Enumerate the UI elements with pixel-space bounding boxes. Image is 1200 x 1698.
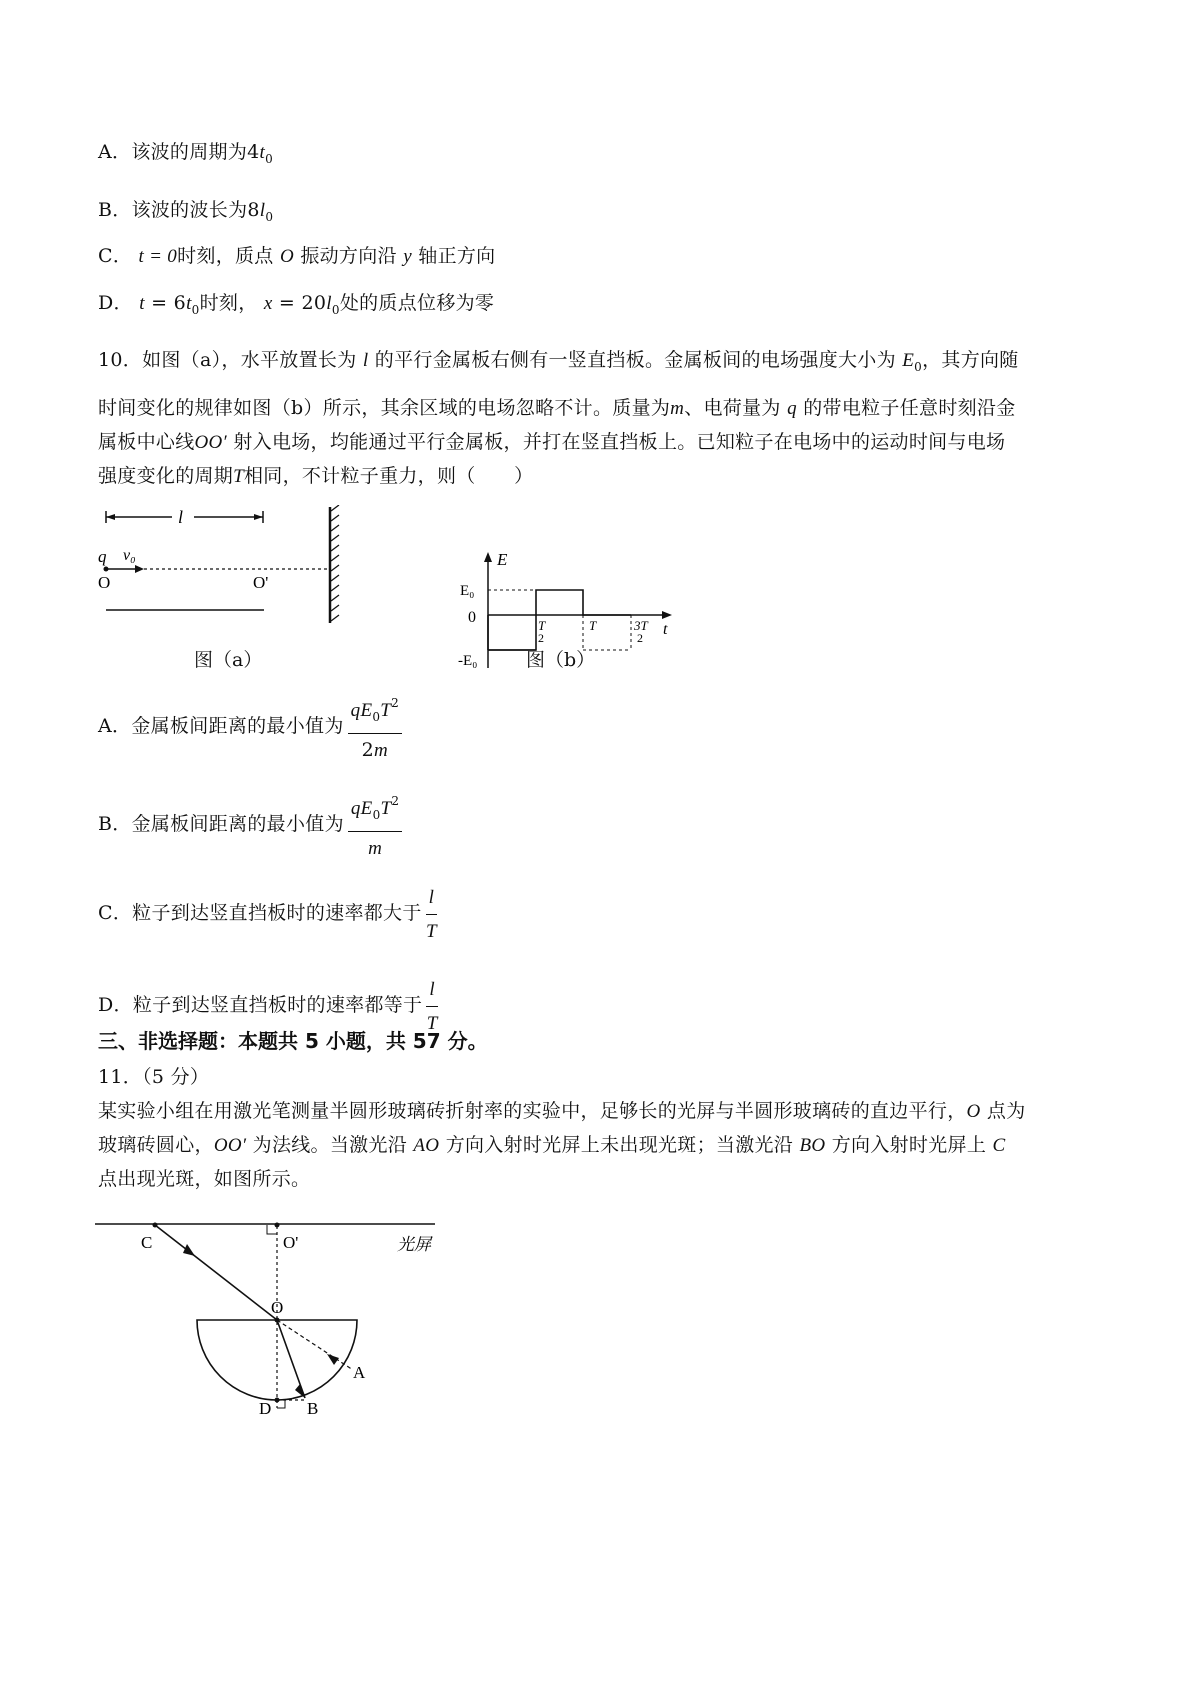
baffle-hatching [331, 505, 339, 621]
fraction-qe0t2-over-2m: $\frac{qE_0T^2}{2m}$ [348, 690, 402, 764]
q10-stem-line1 [98, 346, 1019, 381]
math-e0: $E_0$ [902, 350, 923, 374]
option-text: 振动方向沿 [300, 245, 397, 267]
option-text: 该波的波长为 [131, 199, 248, 221]
var-c: C [992, 1135, 1006, 1156]
label-l: l [178, 507, 184, 527]
option-label: A． [98, 141, 132, 163]
tick-zero: 0 [468, 609, 476, 626]
label-c: C [141, 1233, 153, 1252]
math-4t0: $4t_0$ [247, 141, 274, 166]
stem-text: 点为 [986, 1100, 1026, 1122]
label-o-prime: O' [253, 573, 269, 592]
axis-label-t: t [663, 621, 668, 638]
stem-text: 时间变化的规律如图（b）所示，其余区域的电场忽略不计。质量为 [98, 397, 671, 419]
option-text: 粒子到达竖直挡板时的速率都大于 [132, 902, 422, 924]
label-v0: v₀ [123, 547, 136, 564]
stem-text: ，其方向随 [922, 349, 1019, 371]
var-t: T [233, 466, 244, 487]
stem-text: 10．如图（a），水平放置长为 [98, 349, 357, 371]
label-q: q [98, 547, 107, 566]
stem-text: 相同，不计粒子重力，则（ ） [243, 465, 534, 487]
square-wave [488, 590, 631, 650]
tick-e0: E₀ [460, 583, 475, 599]
q11-stem-line1 [98, 1097, 1026, 1126]
var-q: q [787, 398, 797, 419]
tick-half-t-den: 2 [538, 631, 544, 645]
figure-a-caption: 图（a） [194, 649, 263, 671]
q9-option-d [98, 289, 494, 324]
var-l: l [362, 350, 369, 371]
section-heading: 三、非选择题：本题共 5 小题，共 57 分。 [98, 1029, 488, 1053]
q11-stem-line2 [98, 1131, 1005, 1160]
option-label: C． [98, 245, 133, 267]
q9-option-c [98, 242, 495, 271]
label-b: B [307, 1399, 319, 1418]
stem-text: 为法线。当激光沿 [252, 1134, 408, 1156]
option-label: B． [98, 199, 132, 221]
math-8l0: $8l_0$ [247, 199, 274, 224]
option-label: D． [98, 994, 133, 1016]
figure-a [98, 505, 388, 630]
option-label: C． [98, 902, 133, 924]
q11-header: 11．（5 分） [98, 1066, 210, 1088]
stem-text: 属板中心线 [98, 431, 195, 453]
label-o-prime: O' [283, 1233, 299, 1252]
label-a: A [353, 1363, 366, 1382]
option-text: 该波的周期为 [131, 141, 248, 163]
q10-option-c [98, 883, 441, 945]
figure-q11 [95, 1218, 435, 1423]
var-o: O [279, 246, 294, 267]
math-t-eq-0: t = 0 [138, 246, 178, 267]
stem-text: 方向入射时光屏上 [831, 1134, 987, 1156]
q11-stem-line3: 点出现光斑，如图所示。 [98, 1168, 311, 1190]
fraction-qe0t2-over-m: $\frac{qE_0T^2}{m}$ [348, 788, 402, 862]
fraction-l-over-t: $\frac{l}{T}$ [426, 884, 438, 945]
option-text: 粒子到达竖直挡板时的速率都等于 [132, 994, 423, 1016]
var-oo: OO′ [213, 1135, 247, 1156]
q10-option-b [98, 788, 406, 862]
option-text: 金属板间距离的最小值为 [131, 715, 344, 737]
tick-half-t: T [538, 618, 546, 633]
q9-option-a [98, 138, 273, 173]
option-text: 轴正方向 [418, 245, 496, 267]
option-text: 时刻， [199, 292, 258, 314]
option-label: A． [98, 715, 132, 737]
tick-neg-e0: -E₀ [458, 653, 478, 669]
stem-text: 玻璃砖圆心， [98, 1134, 214, 1156]
label-d: D [259, 1399, 272, 1418]
label-screen: 光屏 [397, 1235, 431, 1254]
var-o: O [966, 1101, 981, 1122]
var-y: y [403, 246, 412, 267]
tick-three-half-t: 3T [634, 618, 648, 633]
stem-text: 的带电粒子任意时刻沿金 [803, 397, 1016, 419]
fraction-l-over-t: $\frac{l}{T}$ [426, 976, 438, 1037]
var-m: m [670, 398, 685, 419]
stem-text: 的平行金属板右侧有一竖直挡板。金属板间的电场强度大小为 [374, 349, 896, 371]
option-text: 时刻，质点 [177, 245, 274, 267]
q10-stem-line4 [98, 462, 534, 491]
label-o: O [271, 1298, 284, 1317]
option-label: D． [98, 292, 133, 314]
stem-text: 强度变化的周期 [98, 465, 234, 487]
axis-label-e: E [497, 550, 508, 569]
stem-text: 某实验小组在用激光笔测量半圆形玻璃砖折射率的实验中，足够长的光屏与半圆形玻璃砖的直边平行， [98, 1100, 967, 1122]
stem-text: 、电荷量为 [684, 397, 781, 419]
var-ao: AO [413, 1135, 440, 1156]
tick-t: T [589, 618, 597, 633]
q10-option-a [98, 690, 406, 764]
option-label: B． [98, 813, 132, 835]
option-text: 处的质点位移为零 [339, 292, 495, 314]
q10-stem-line2 [98, 394, 1016, 423]
q10-stem-line3 [98, 428, 1005, 457]
var-bo: BO [799, 1135, 826, 1156]
math-t-eq-6t0: $t = 6t_0$ [139, 292, 200, 317]
figure-b-caption: 图（b） [526, 649, 596, 671]
option-text: 金属板间距离的最小值为 [131, 813, 344, 835]
q9-option-b [98, 196, 273, 231]
math-x-eq-20l0: $x = 20l_0$ [263, 292, 340, 317]
var-oo: OO′ [194, 432, 228, 453]
stem-text: 射入电场，均能通过平行金属板，并打在竖直挡板上。已知粒子在电场中的运动时间与电场 [233, 431, 1006, 453]
label-o: O [98, 573, 111, 592]
stem-text: 方向入射时光屏上未出现光斑；当激光沿 [445, 1134, 794, 1156]
tick-three-half-t-den: 2 [637, 631, 643, 645]
